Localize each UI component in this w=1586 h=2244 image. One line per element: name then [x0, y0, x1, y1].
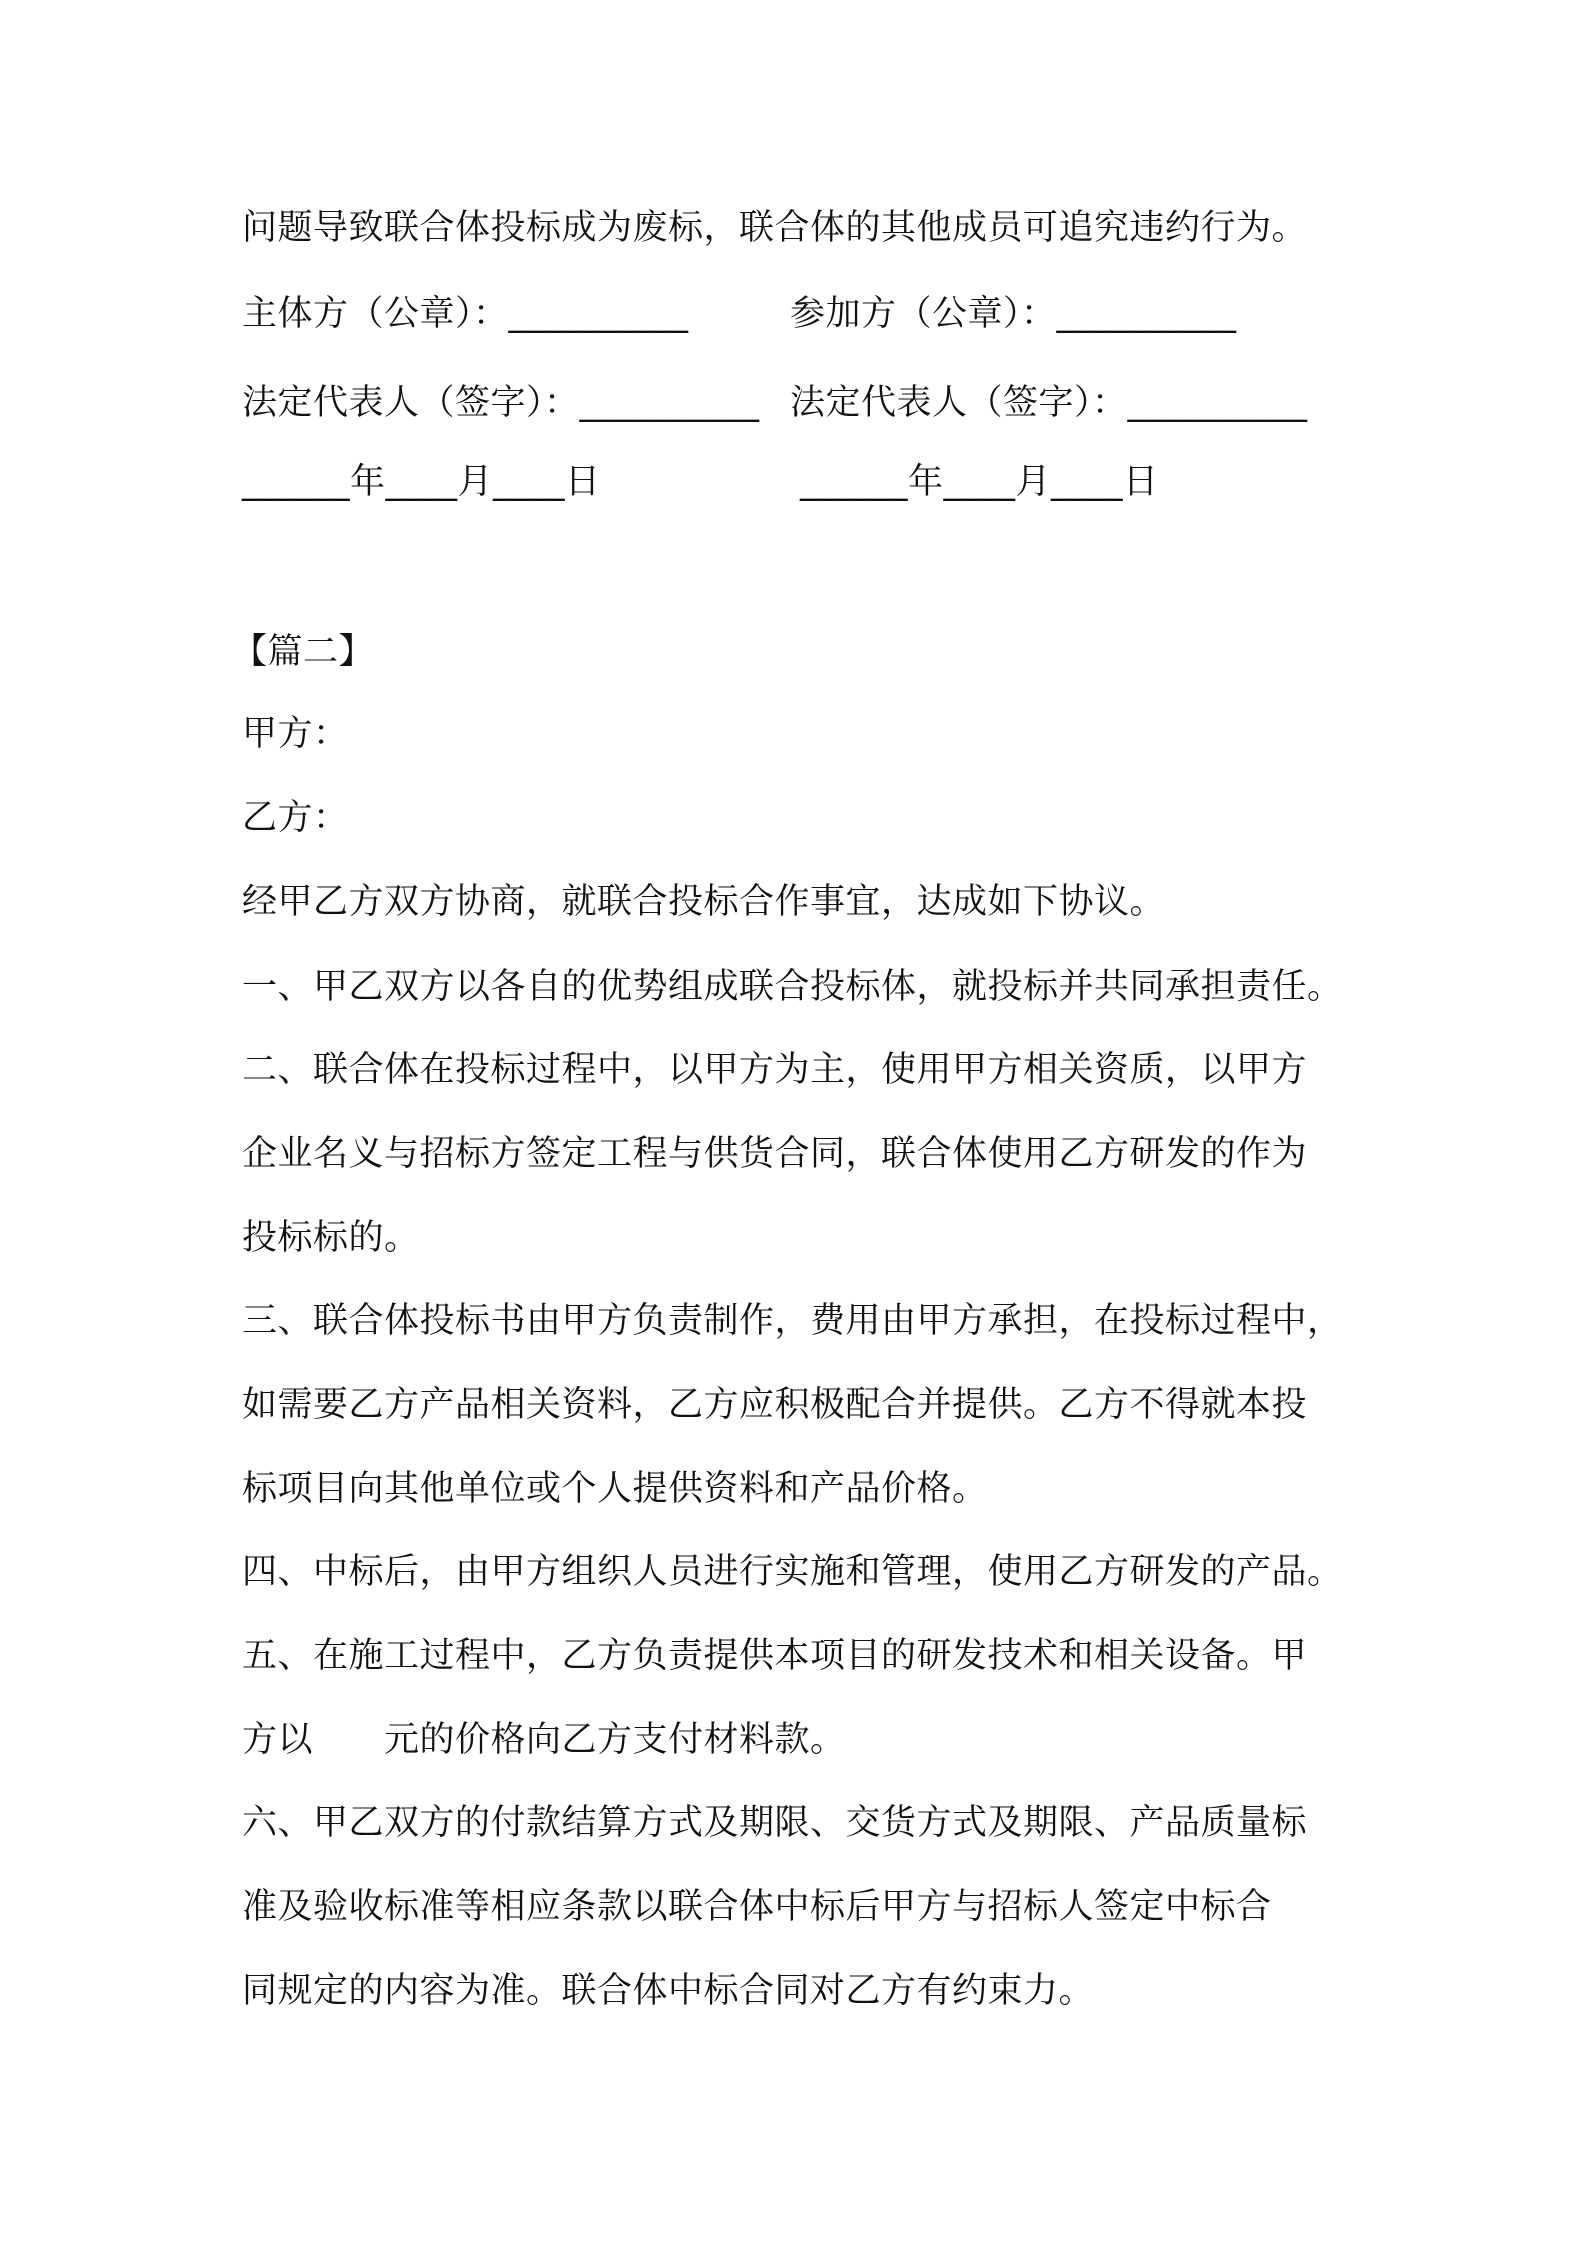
right-representative-line: 法定代表人（签字）：__________ — [790, 383, 1308, 423]
left-seal-line: 主体方（公章）：__________ — [242, 294, 689, 334]
clause-line: 同规定的内容为准。联合体中标合同对乙方有约束力。 — [242, 1971, 1095, 2011]
left-date-line: ______年____月____日 — [242, 462, 601, 502]
clause-line: 三、联合体投标书由甲方负责制作，费用由甲方承担，在投标过程中， — [242, 1301, 1343, 1341]
section-title: 【篇二】 — [232, 632, 375, 672]
party-b-line: 乙方： — [242, 798, 349, 838]
right-seal-line: 参加方（公章）：__________ — [790, 294, 1237, 334]
clause-line: 五、在施工过程中，乙方负责提供本项目的研发技术和相关设备。甲 — [242, 1636, 1308, 1676]
clause-line: 企业名义与招标方签定工程与供货合同，联合体使用乙方研发的作为 — [242, 1134, 1308, 1174]
top-paragraph-line: 问题导致联合体投标成为废标，联合体的其他成员可追究违约行为。 — [242, 208, 1308, 248]
intro-line: 经甲乙方双方协商，就联合投标合作事宜，达成如下协议。 — [242, 882, 1166, 922]
clause-line: 方以 元的价格向乙方支付材料款。 — [242, 1720, 846, 1760]
party-a-line: 甲方： — [242, 714, 349, 754]
left-representative-line: 法定代表人（签字）：__________ — [242, 383, 760, 423]
clause-line: 四、中标后，由甲方组织人员进行实施和管理，使用乙方研发的产品。 — [242, 1552, 1343, 1592]
clause-line: 标项目向其他单位或个人提供资料和产品价格。 — [242, 1469, 988, 1509]
clause-line: 一、甲乙双方以各自的优势组成联合投标体，就投标并共同承担责任。 — [242, 967, 1343, 1007]
clause-line: 投标标的。 — [242, 1218, 420, 1258]
clause-line: 如需要乙方产品相关资料，乙方应积极配合并提供。乙方不得就本投 — [242, 1385, 1308, 1425]
clause-line: 六、甲乙双方的付款结算方式及期限、交货方式及期限、产品质量标 — [242, 1803, 1308, 1843]
right-date-line: ______年____月____日 — [800, 462, 1159, 502]
clause-line: 二、联合体在投标过程中，以甲方为主，使用甲方相关资质，以甲方 — [242, 1050, 1308, 1090]
clause-line: 准及验收标准等相应条款以联合体中标后甲方与招标人签定中标合 — [242, 1887, 1272, 1927]
